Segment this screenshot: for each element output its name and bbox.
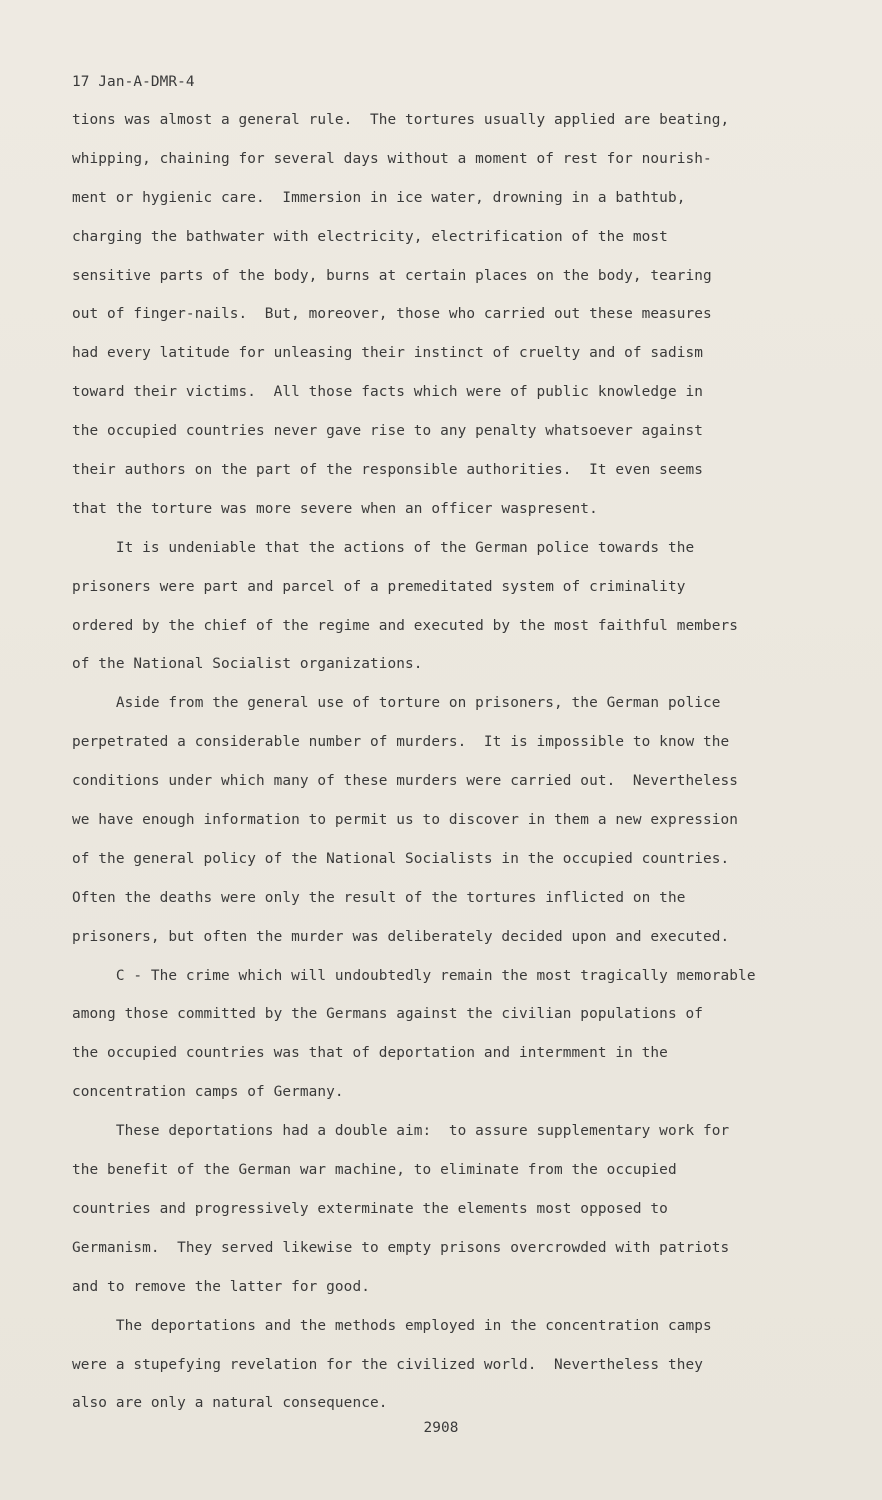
text-line: the benefit of the German war machine, to eliminate from the occupied: [72, 1162, 677, 1179]
text-line: toward their victims. All those facts which were of public knowledge in: [72, 384, 703, 401]
text-line: of the National Socialist organizations.: [72, 656, 423, 673]
text-line: the occupied countries never gave rise to any penalty whatsoever against: [72, 423, 703, 440]
text-line: C - The crime which will undoubtedly remain the most tragically memorable: [72, 967, 756, 984]
text-line: countries and progressively exterminate the elements most opposed to: [72, 1200, 668, 1217]
text-line: we have enough information to permit us to discover in them a new expression: [72, 812, 739, 829]
text-line: Aside from the general use of torture on prisoners, the German police: [72, 695, 721, 712]
text-line: were a stupefying revelation for the civilized world. Nevertheless they: [72, 1356, 703, 1373]
text-line: among those committed by the Germans against the civilian populations of: [72, 1006, 703, 1023]
text-line: whipping, chaining for several days without a moment of rest for nourish-: [72, 150, 712, 167]
text-line: concentration camps of Germany.: [72, 1084, 344, 1101]
text-line: sensitive parts of the body, burns at certain places on the body, tearing: [72, 267, 712, 284]
text-line: the occupied countries was that of deportation and intermment in the: [72, 1045, 668, 1062]
text-line: and to remove the latter for good.: [72, 1278, 370, 1295]
text-line: Often the deaths were only the result of the tortures inflicted on the: [72, 889, 686, 906]
text-line: Germanism. They served likewise to empty prisons overcrowded with patriots: [72, 1239, 730, 1256]
text-line: their authors on the part of the responsible authorities. It even seems: [72, 462, 703, 479]
document-body: [72, 108, 862, 1430]
text-line: The deportations and the methods employed in the concentration camps: [72, 1317, 712, 1334]
document-header: 17 Jan-A-DMR-4: [72, 74, 195, 90]
text-line: ment or hygienic care. Immersion in ice water, drowning in a bathtub,: [72, 189, 686, 206]
text-line: of the general policy of the National Socialists in the occupied countries.: [72, 850, 730, 867]
text-line: had every latitude for unleasing their instinct of cruelty and of sadism: [72, 345, 703, 362]
text-line: It is undeniable that the actions of the German police towards the: [72, 539, 695, 556]
text-line: These deportations had a double aim: to assure supplementary work for: [72, 1123, 730, 1140]
text-line: ordered by the chief of the regime and executed by the most faithful members: [72, 617, 739, 634]
text-line: conditions under which many of these murders were carried out. Nevertheless: [72, 773, 739, 790]
text-line: charging the bathwater with electricity, electrification of the most: [72, 228, 668, 245]
page-number: 2908: [423, 1420, 459, 1436]
text-line: also are only a natural consequence.: [72, 1395, 388, 1412]
text-line: out of finger-nails. But, moreover, those who carried out these measures: [72, 306, 712, 323]
text-line: perpetrated a considerable number of murders. It is impossible to know the: [72, 734, 730, 751]
text-line: prisoners, but often the murder was deliberately decided upon and executed.: [72, 928, 730, 945]
text-line: prisoners were part and parcel of a premeditated system of criminality: [72, 578, 686, 595]
text-line: that the torture was more severe when an officer waspresent.: [72, 500, 598, 517]
text-line: tions was almost a general rule. The tortures usually applied are beating,: [72, 112, 730, 128]
